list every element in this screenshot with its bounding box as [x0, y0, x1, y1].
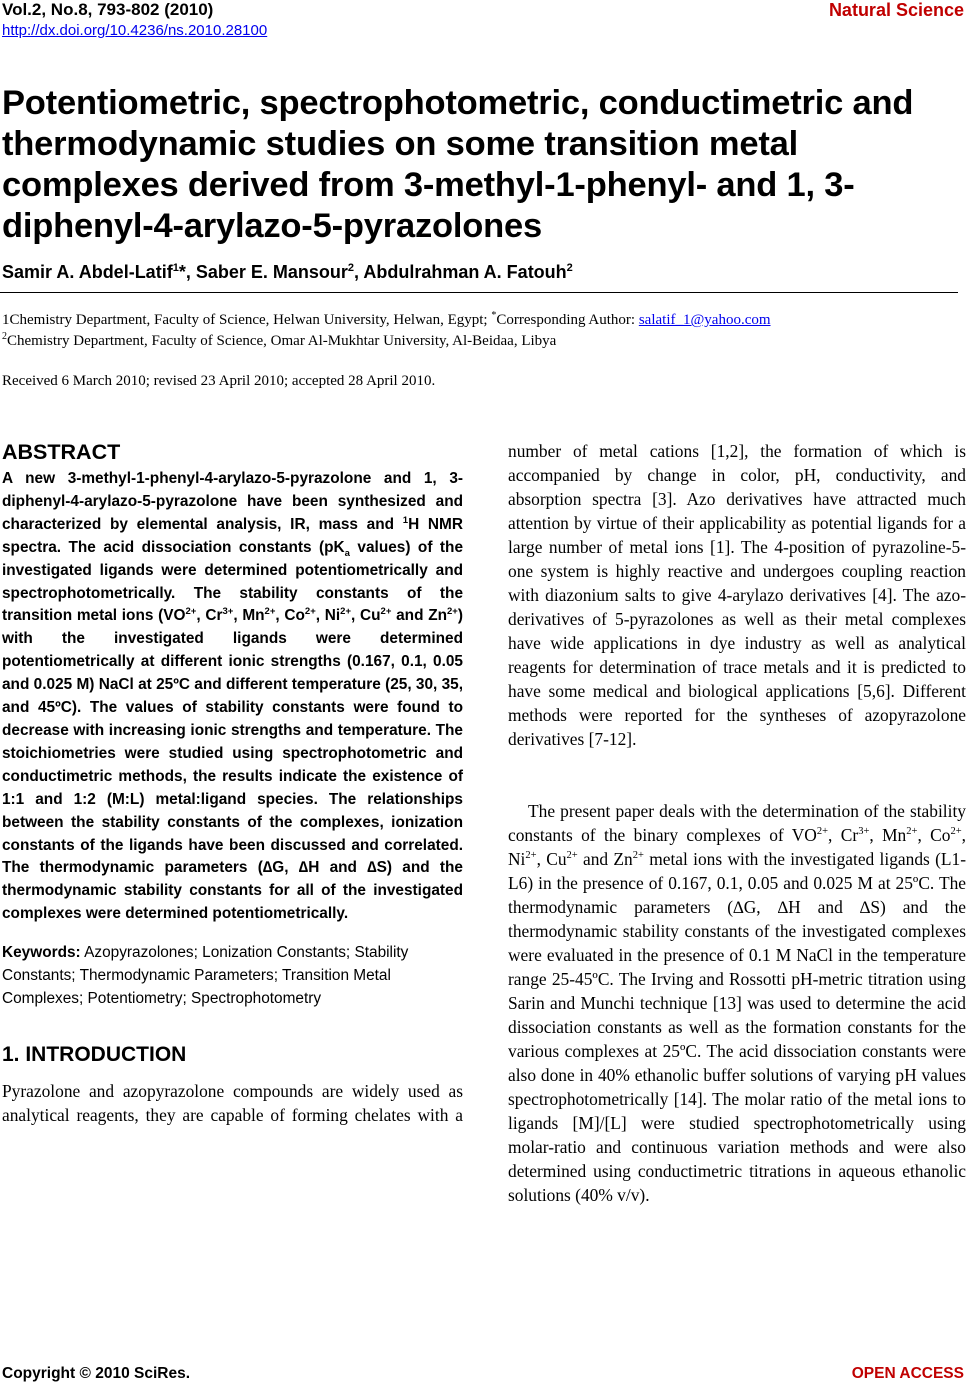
affiliation-mark: 2: [566, 262, 573, 274]
author-separator: ,: [354, 262, 364, 282]
author-name: Abdulrahman A. Fatouh: [363, 262, 567, 282]
journal-volume: Vol.2, No.8, 793-802 (2010): [2, 0, 214, 19]
affiliation-mark: 2: [2, 331, 7, 342]
right-column: [508, 439, 966, 1207]
left-column: [2, 438, 463, 1127]
affiliation-2-text: Chemistry Department, Faculty of Science, Omar Al-Mukhtar University, Al-Beidaa, Libya: [7, 333, 557, 349]
keywords-label: Keywords:: [2, 944, 81, 962]
abstract-text: A new 3-methyl-1-phenyl-4-arylazo-5-pyrazolone and 1, 3-diphenyl-4-arylazo-5-pyrazolone have been synthesized and characterized by elemental analysis, IR, mass and $^1$H NMR spectra. The acid dissociation constants ($pK_a$ values) of the investigated ligands were determined potentiometrically and spectrophotometrically. The stability constants of the transition metal ions ($VO^{2+}$, $Cr^{3+}$, $Mn^{2+}$, $Co^{2+}$, $Ni^{2+}$, $Cu^{2+}$ and $Zn^{2+}$) with the investigated ligands were determined potentiometrically at different ionic strengths (0.167, 0.1, 0.05 and 0.025 M) NaCl at 25ºC and different temperature (25, 30, 35, and 45ºC). The values of stability constants were found to decrease with increasing ionic strengths and temperature. The stoichiometries were studied using spectrophotometric and conductimetric methods, the results indicate the existence of 1:1 and 1:2 (M:L) metal:ligand species. The relationships between the stability constants of the complexes, ionization constants of the ligands have been discussed and correlated. The thermodynamic parameters (∆G, ∆H and ∆S) and the thermodynamic stability constants for all of the investigated complexes were determined potentiometrically.: [2, 470, 464, 923]
open-access-label: OPEN ACCESS: [851, 1365, 964, 1382]
author-name: Saber E. Mansour: [195, 262, 348, 282]
affiliation-2: [2, 327, 556, 351]
affiliation-mark: 1: [172, 262, 179, 274]
affiliation-1-text: 1Chemistry Department, Faculty of Science, Helwan University, Helwan, Egypt;: [2, 312, 492, 328]
keywords-text: Azopyrazolones; Lonization Constants; Stability Constants; Thermodynamic Parameters; Transition Metal Complexes; Potentiometry; Spectrophotometry: [2, 944, 409, 1008]
doi-link[interactable]: http://dx.doi.org/10.4236/ns.2010.28100: [2, 22, 268, 39]
intro-paragraph-1-start: Pyrazolone and azopyrazolone compounds are widely used as analytical reagents, they are capable of forming chelates with a: [2, 1081, 463, 1126]
paper-title: Potentiometric, spectrophotometric, conductimetric and thermodynamic studies on some transition metal complexes derived from 3-methyl-1-phenyl- and 1, 3-diphenyl-4-arylazo-5-pyrazolones: [2, 84, 914, 245]
title-divider: [0, 292, 958, 293]
abstract-heading: ABSTRACT: [2, 440, 121, 464]
intro-paragraph-2: The present paper deals with the determination of the stability constants of the binary complexes of $VO^{2+}$, $Cr^{3+}$, $Mn^{2+}$, $Co^{2+}$, $Ni^{2+}$, $Cu^{2+}$ and $Zn^{2+}$ metal ions with the investigated ligands (L1-L6) in the presence of 0.167, 0.1, 0.05 and 0.025 M at 25ºC. The thermodynamic parameters (∆G, ∆H and ∆S) and the thermodynamic stability constants of the investigated complexes were evaluated in the presence of 0.1 M NaCl in the temperature range 25-45ºC. The Irving and Rossotti pH-metric titration using Sarin and Munchi technique [13] was used to determine the acid dissociation constants as well as the formation constants for the various complexes at 25ºC. The acid dissociation constants were also done in 40% ethanolic buffer solutions of varying pH values spectrophotometrically [14]. The molar ratio of the metal ions to ligands [M]/[L] were studied spectrophotometrically using molar-ratio and continuous variation methods and were also determined using conductimetric titrations in aqueous ethanolic solutions (40% v/v).: [508, 801, 966, 1205]
copyright-notice: Copyright © 2010 SciRes.: [2, 1365, 191, 1382]
corresponding-mark: *: [491, 310, 497, 321]
corresponding-mark: *,: [178, 262, 196, 282]
journal-name: Natural Science: [828, 0, 964, 20]
received-dates: Received 6 March 2010; revised 23 April 2010; accepted 28 April 2010.: [2, 373, 436, 389]
keywords: [2, 941, 463, 1010]
corresponding-label: Corresponding Author:: [496, 312, 639, 328]
email-link[interactable]: salatif_1@yahoo.com: [638, 312, 771, 328]
affiliation-mark: 2: [347, 262, 354, 274]
author-list: [2, 262, 573, 283]
intro-paragraph-1-continued: number of metal cations [1,2], the formation of which is accompanied by change in color, pH, conductivity, and absorption spectra [3]. Azo derivatives have attracted much attention by virtue of their applicability as potential ligands for a large number of metal ions [1]. The 4-position of pyrazoline-5-one system is highly reactive and undergoes coupling reaction with diazonium salts to give 4-arylazo derivatives [4]. The azo-derivatives of 5-pyrazolones as well as their metal complexes have wide applications in dye industry as well as analytical reagents for determination of trace metals and it is predicted to have some medical and biological applications [5,6]. Different methods were reported for the syntheses of azopyrazolone derivatives [7-12].: [508, 441, 966, 749]
author-name: Samir A. Abdel-Latif: [2, 262, 173, 282]
introduction-heading: 1. INTRODUCTION: [2, 1043, 187, 1067]
